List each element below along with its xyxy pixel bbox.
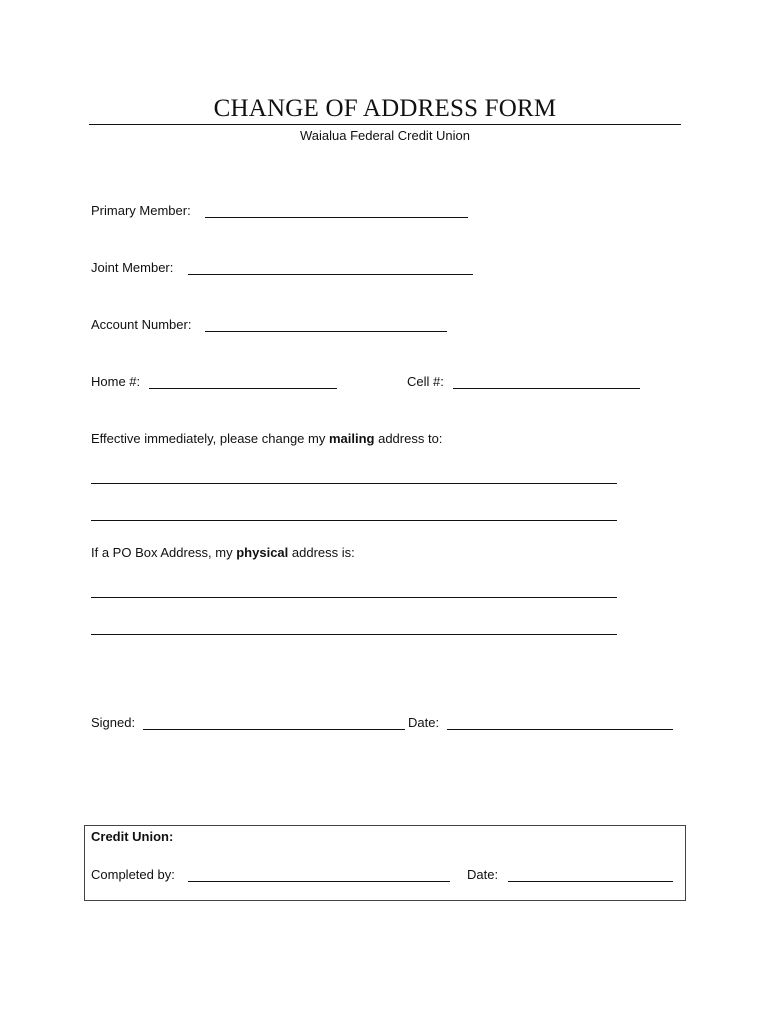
- primary-member-field[interactable]: [205, 217, 468, 218]
- cell-phone-label: Cell #:: [407, 374, 444, 389]
- mailing-suffix: address to:: [374, 431, 443, 446]
- physical-address-line-1[interactable]: [91, 597, 617, 598]
- physical-prefix: If a PO Box Address, my: [91, 545, 237, 560]
- signature-date-label: Date:: [408, 715, 440, 730]
- credit-union-name: Waialua Federal Credit Union: [299, 128, 471, 143]
- primary-member-label: Primary Member:: [91, 203, 191, 218]
- mailing-prefix: Effective immediately, please change my: [91, 431, 329, 446]
- joint-member-field[interactable]: [188, 274, 473, 275]
- mailing-address-instruction: [91, 431, 442, 447]
- joint-member-label: Joint Member:: [91, 260, 174, 275]
- credit-union-section: [84, 825, 686, 901]
- credit-union-date-field[interactable]: [508, 881, 673, 882]
- completed-by-field[interactable]: [188, 881, 450, 882]
- mailing-address-line-1[interactable]: [91, 483, 617, 484]
- completed-by-label: Completed by:: [91, 867, 175, 882]
- physical-suffix: address is:: [288, 545, 355, 560]
- account-number-label: Account Number:: [91, 317, 192, 332]
- home-phone-field[interactable]: [149, 388, 337, 389]
- physical-address-instruction: [91, 545, 355, 561]
- credit-union-heading: Credit Union:: [91, 829, 174, 844]
- form-title: CHANGE OF ADDRESS FORM: [213, 95, 557, 122]
- credit-union-date-label: Date:: [467, 867, 499, 882]
- cell-phone-field[interactable]: [453, 388, 640, 389]
- signature-date-field[interactable]: [447, 729, 673, 730]
- account-number-field[interactable]: [205, 331, 447, 332]
- physical-address-line-2[interactable]: [91, 634, 617, 635]
- physical-emphasis: physical: [236, 545, 289, 560]
- mailing-address-line-2[interactable]: [91, 520, 617, 521]
- title-underline: [89, 124, 681, 125]
- signature-field[interactable]: [143, 729, 405, 730]
- signed-label: Signed:: [91, 715, 136, 730]
- home-phone-label: Home #:: [91, 374, 141, 389]
- mailing-emphasis: mailing: [328, 431, 375, 446]
